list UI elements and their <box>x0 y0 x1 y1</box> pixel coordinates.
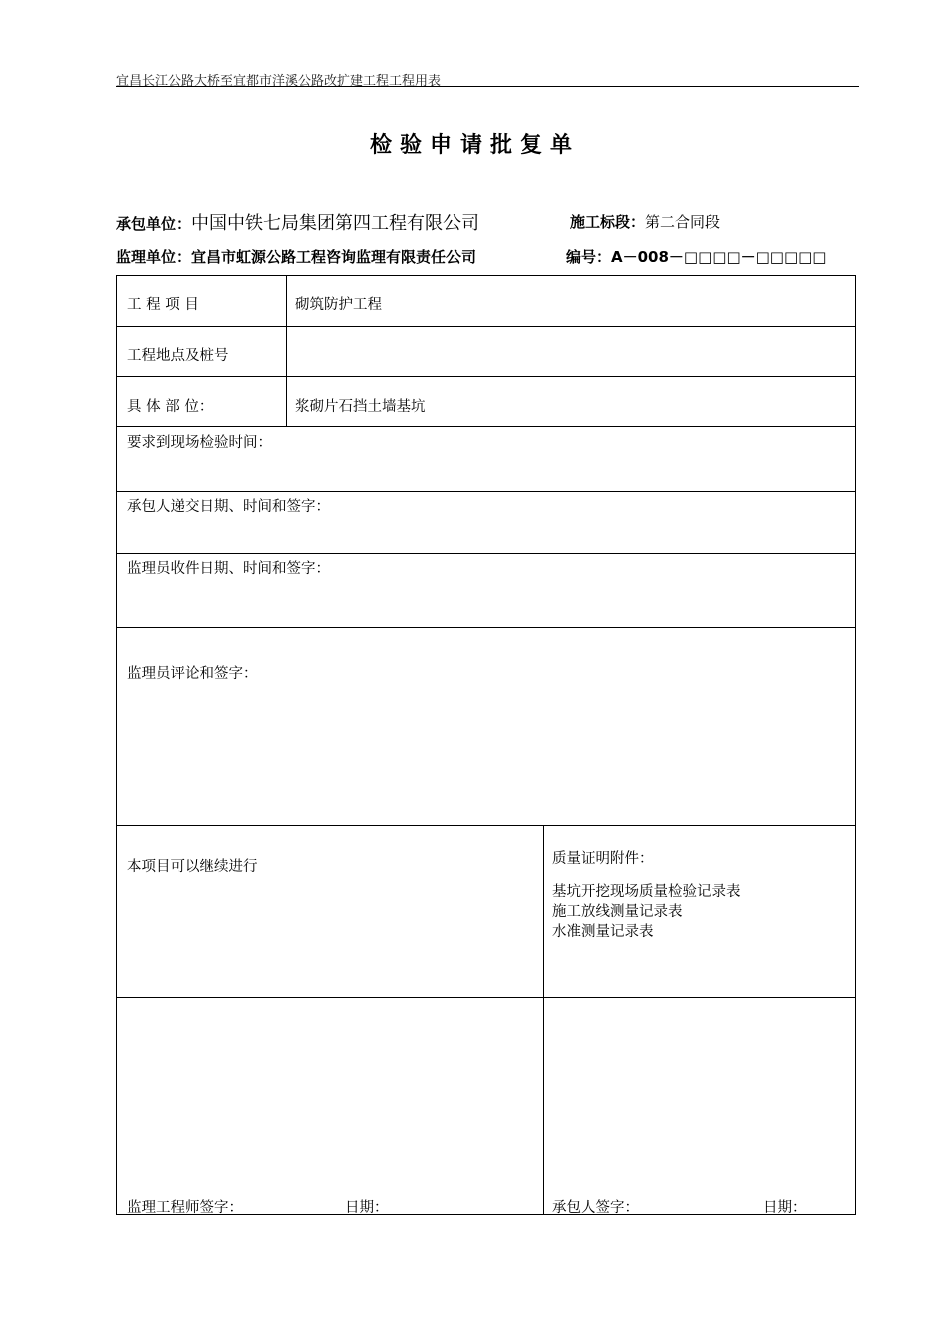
project-row <box>116 275 856 327</box>
contractor-value: 中国中铁七局集团第四工程有限公司 <box>191 213 480 234</box>
supervisor-comment-row[interactable] <box>116 627 856 826</box>
attachments-list <box>552 882 741 942</box>
project-value: 砌筑防护工程 <box>295 297 382 313</box>
form-title: 检验申请批复单 <box>369 133 580 158</box>
contractor-label: 承包单位： <box>116 215 192 233</box>
header-divider <box>116 86 859 87</box>
contractor-date-label[interactable]: 日期： <box>763 1200 807 1216</box>
attachment-item: 基坑开挖现场质量检验记录表 <box>552 884 741 900</box>
location-label: 工程地点及桩号 <box>127 348 229 364</box>
contractor-sign-label[interactable]: 承包人签字： <box>552 1200 639 1216</box>
contractor-submit-row[interactable] <box>116 491 856 554</box>
contractor-line <box>116 209 479 235</box>
project-label: 工 程 项 目 <box>127 297 199 313</box>
part-label: 具 体 部 位： <box>127 399 214 415</box>
section-line <box>570 211 720 232</box>
section-label: 施工标段： <box>570 213 646 231</box>
number-line <box>566 246 826 267</box>
continue-attachments-row <box>116 825 856 998</box>
attachment-item: 水准测量记录表 <box>552 924 654 940</box>
supervisor-receive-row[interactable] <box>116 553 856 628</box>
engineer-sign-label[interactable]: 监理工程师签字： <box>127 1200 243 1216</box>
header-project-title: 宜昌长江公路大桥至宜都市洋溪公路改扩建工程工程用表 <box>116 74 442 89</box>
number-label: 编号：A－008－□□□□－□□□□□ <box>566 248 827 266</box>
supervisor-label: 监理单位：宜昌市虹源公路工程咨询监理有限责任公司 <box>116 248 477 266</box>
continue-text: 本项目可以继续进行 <box>127 859 258 875</box>
engineer-date-label[interactable]: 日期： <box>345 1200 389 1216</box>
part-value: 浆砌片石挡土墙基坑 <box>295 399 426 415</box>
supervisor-receive-label: 监理员收件日期、时间和签字： <box>127 561 330 577</box>
inspection-time-row[interactable] <box>116 426 856 492</box>
attachments-label: 质量证明附件： <box>552 851 654 867</box>
supervisor-line <box>116 246 476 267</box>
attachment-item: 施工放线测量记录表 <box>552 904 683 920</box>
supervisor-comment-label: 监理员评论和签字： <box>127 666 258 682</box>
location-row <box>116 326 856 377</box>
inspection-time-label: 要求到现场检验时间： <box>127 435 272 451</box>
contractor-submit-label: 承包人递交日期、时间和签字： <box>127 499 330 515</box>
part-row <box>116 376 856 427</box>
signature-row <box>116 997 856 1215</box>
section-value: 第二合同段 <box>645 213 721 231</box>
